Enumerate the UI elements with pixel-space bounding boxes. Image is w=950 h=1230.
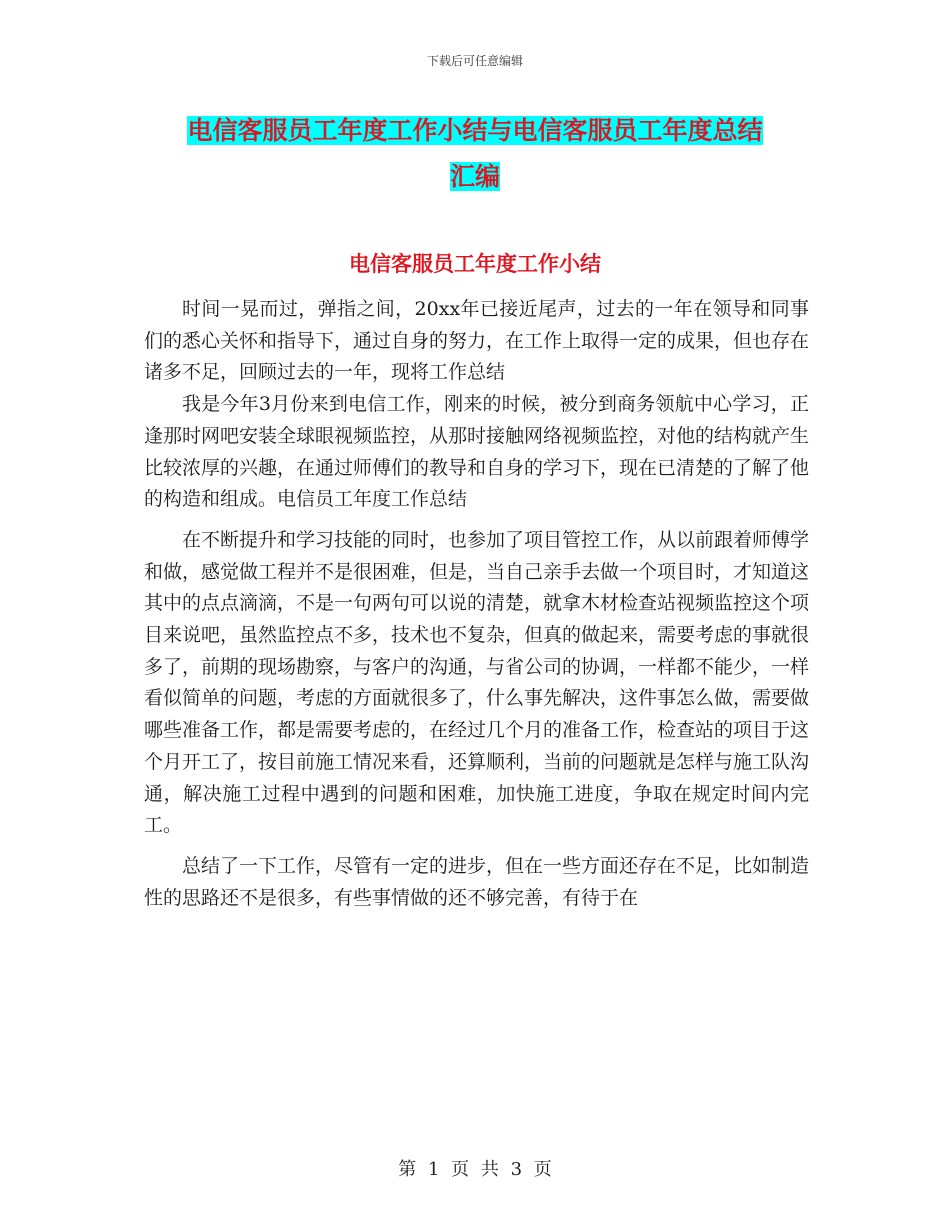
page-number: 第 1 页 共 3 页 [398,1159,552,1180]
document-title-line2: 汇编 [449,162,500,191]
document-title-line1: 电信客服员工年度工作小结与电信客服员工年度总结 [187,116,763,145]
document-body [144,294,809,914]
paragraph: 在不断提升和学习技能的同时，也参加了项目管控工作，从以前跟着师傅学和做，感觉做工程并不是很困难，但是，当自己亲手去做一个项目时，才知道这其中的点点滴滴，不是一句两句可以说的清楚，就拿木材检查站视频监控这个项目来说吧，虽然监控点不多，技术也不复杂，但真的做起来，需要考虑的事就很多了，前期的现场勘察，与客户的沟通，与省公司的协调，一样都不能少，一样看似简单的问题，考虑的方面就很多了，什么事先解决，这件事怎么做，需要做哪些准备工作，都是需要考虑的，在经过几个月的准备工作，检查站的项目于这个月开工了，按目前施工情况来看，还算顺利，当前的问题就是怎样与施工队沟通，解决施工过程中遇到的问题和困难，加快施工进度，争取在规定时间内完工。 [144,528,810,837]
header-note: 下载后可任意编辑 [426,54,523,68]
document-title [140,108,810,200]
paragraph: 时间一晃而过，弹指之间，20xx年已接近尾声，过去的一年在领导和同事们的悉心关怀和指导下，通过自身的努力，在工作上取得一定的成果，但也存在诸多不足，回顾过去的一年，现将工作总结 [144,298,810,384]
paragraph: 我是今年3月份来到电信工作，刚来的时候，被分到商务领航中心学习，正逢那时网吧安装全球眼视频监控，从那时接触网络视频监控，对他的结构就产生比较浓厚的兴趣，在通过师傅们的教导和自身的学习下，现在已清楚的了解了他的构造和组成。电信员工年度工作总结 [144,393,810,511]
section-title: 电信客服员工年度工作小结 [349,252,601,276]
paragraph: 总结了一下工作，尽管有一定的进步，但在一些方面还存在不足，比如制造性的思路还不是很多，有些事情做的还不够完善，有待于在 [144,854,810,909]
